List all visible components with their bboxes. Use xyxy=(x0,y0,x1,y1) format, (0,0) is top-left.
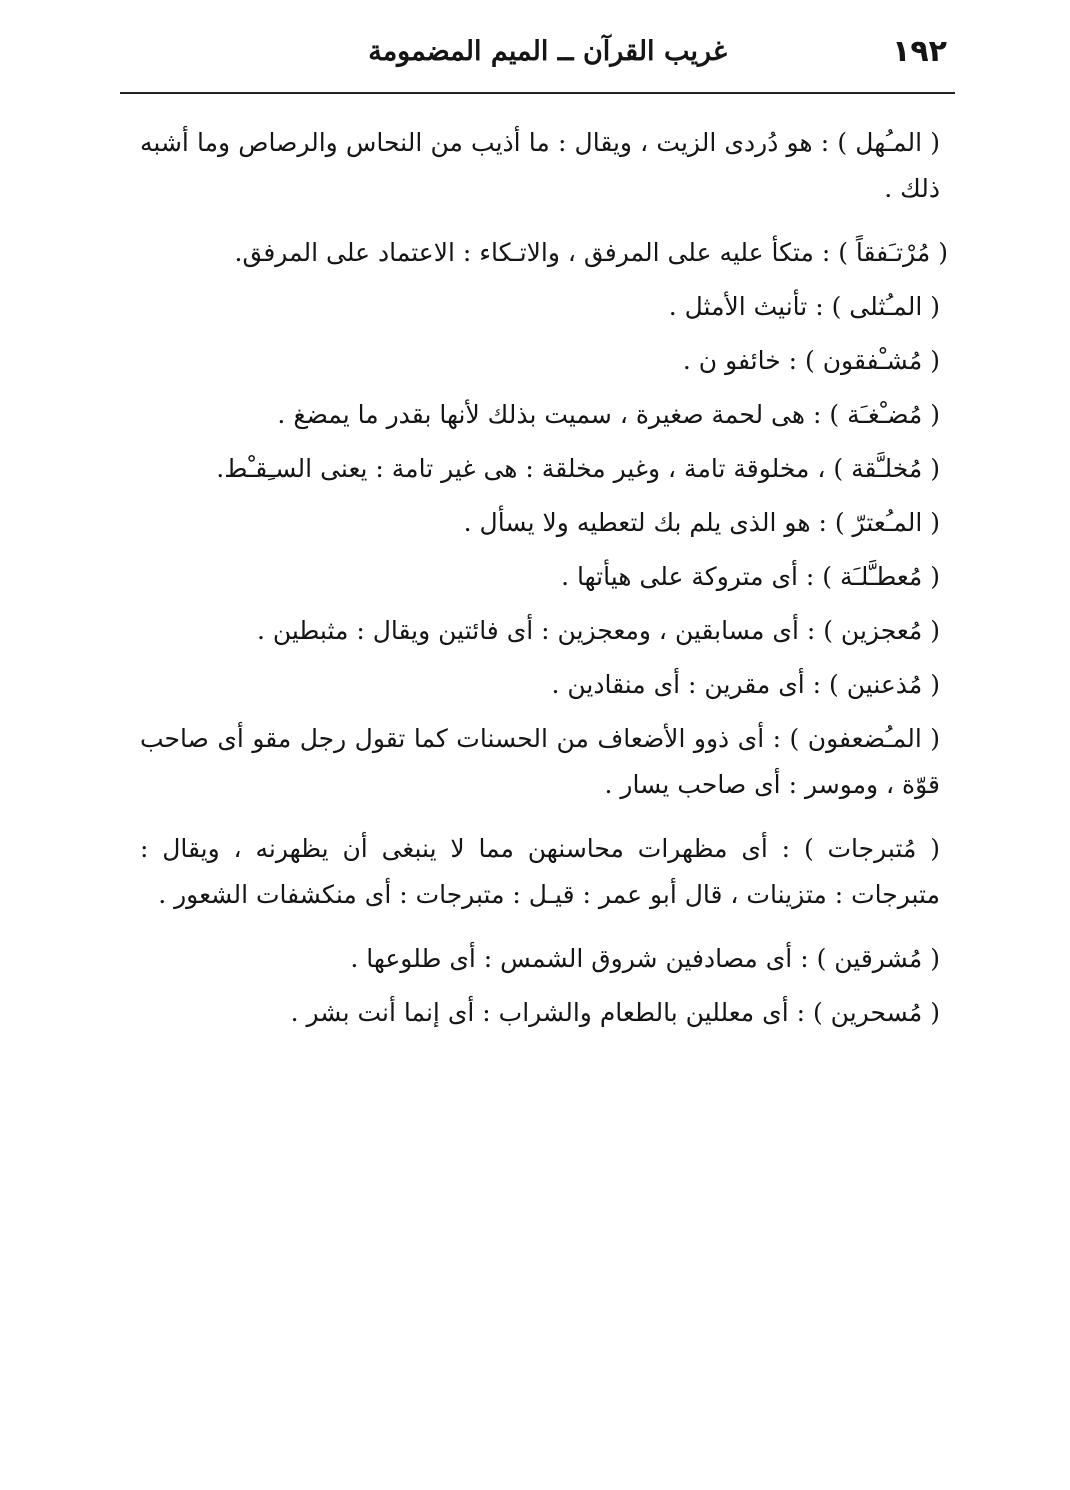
entry-headword: ( مُعجزين ) xyxy=(823,616,940,645)
entry-definition: : متكأ عليه على المرفق ، والاتـكاء : الاعتماد على المرفق. xyxy=(234,238,831,267)
entry-definition: : هى لحمة صغيرة ، سميت بذلك لأنها بقدر ما يمضغ . xyxy=(277,400,822,429)
entry-almudifun xyxy=(140,716,940,808)
entry-mujizin xyxy=(140,608,940,654)
running-title: غريب القرآن ــ الميم المضمومة xyxy=(368,36,727,67)
entry-headword: ( مُخلـَّقة ) xyxy=(833,454,940,483)
entry-mudgha xyxy=(140,392,940,438)
page-header xyxy=(120,28,955,94)
entry-definition: : أى مصادفين شروق الشمس : أى طلوعها . xyxy=(350,944,809,973)
entry-mudhinin xyxy=(140,662,940,708)
entry-musahharin xyxy=(140,990,940,1036)
entry-definition: : تأنيث الأمثل . xyxy=(668,292,824,321)
entry-headword: ( المـُعترّ ) xyxy=(834,508,940,537)
entry-definition: ، مخلوقة تامة ، وغير مخلقة : هى غير تامة : يعنى السـِقـْط. xyxy=(216,454,826,483)
entry-almuthla xyxy=(140,284,940,330)
entry-almutarr xyxy=(140,500,940,546)
entry-mushriqin xyxy=(140,936,940,982)
glossary-body xyxy=(140,120,948,1044)
entry-definition: : أى مسابقين ، ومعجزين : أى فائتين ويقال : مثبطين . xyxy=(256,616,816,645)
entry-definition: : أى ذوو الأضعاف من الحسنات كما تقول رجل مقو أى صاحب قوّة ، وموسر : أى صاحب يسار . xyxy=(140,724,940,799)
entry-almuhl xyxy=(140,120,940,212)
entry-headword: ( مُتبرجات ) xyxy=(803,834,940,863)
header-rule xyxy=(120,92,955,94)
entry-headword: ( المـُثلى ) xyxy=(831,292,940,321)
entry-headword: ( مُشرقين ) xyxy=(816,944,940,973)
entry-headword: ( المـُهل ) xyxy=(837,128,940,157)
entry-headword: ( مُعطـَّلـَة ) xyxy=(822,562,940,591)
entry-definition: : هو الذى يلم بك لتعطيه ولا يسأل . xyxy=(463,508,827,537)
entry-definition: : هو دُردى الزيت ، ويقال : ما أذيب من النحاس والرصاص وما أشبه ذلك . xyxy=(140,128,940,203)
entry-definition: : أى مظهرات محاسنهن مما لا ينبغى أن يظهرنه ، ويقال : متبرجات : متزينات ، قال أبو عمر : قيـل : متبرجات : أى منكشفات الشعور . xyxy=(140,834,940,909)
entry-headword: ( المـُضعفون ) xyxy=(789,724,940,753)
entry-headword: ( مُشـْفقون ) xyxy=(805,346,940,375)
entry-definition: : خائفو ن . xyxy=(682,346,798,375)
entry-headword: ( مُسحرين ) xyxy=(812,998,940,1027)
entry-definition: : أى مقرين : أى منقادين . xyxy=(551,670,822,699)
entry-definition: : أى متروكة على هيأتها . xyxy=(561,562,815,591)
entry-headword: ( مُذعنين ) xyxy=(829,670,940,699)
page-number: ١٩٢ xyxy=(892,34,947,69)
entry-murtafaqa xyxy=(140,230,948,276)
entry-mukhallaqa xyxy=(140,446,940,492)
entry-headword: ( مُضـْغـَة ) xyxy=(829,400,940,429)
entry-headword: ( مُرْتـَفقاً ) xyxy=(838,238,948,267)
entry-definition: : أى معللين بالطعام والشراب : أى إنما أنت بشر . xyxy=(290,998,806,1027)
entry-mutabarrijat xyxy=(140,826,940,918)
entry-mushfiqun xyxy=(140,338,940,384)
entry-muattala xyxy=(140,554,940,600)
